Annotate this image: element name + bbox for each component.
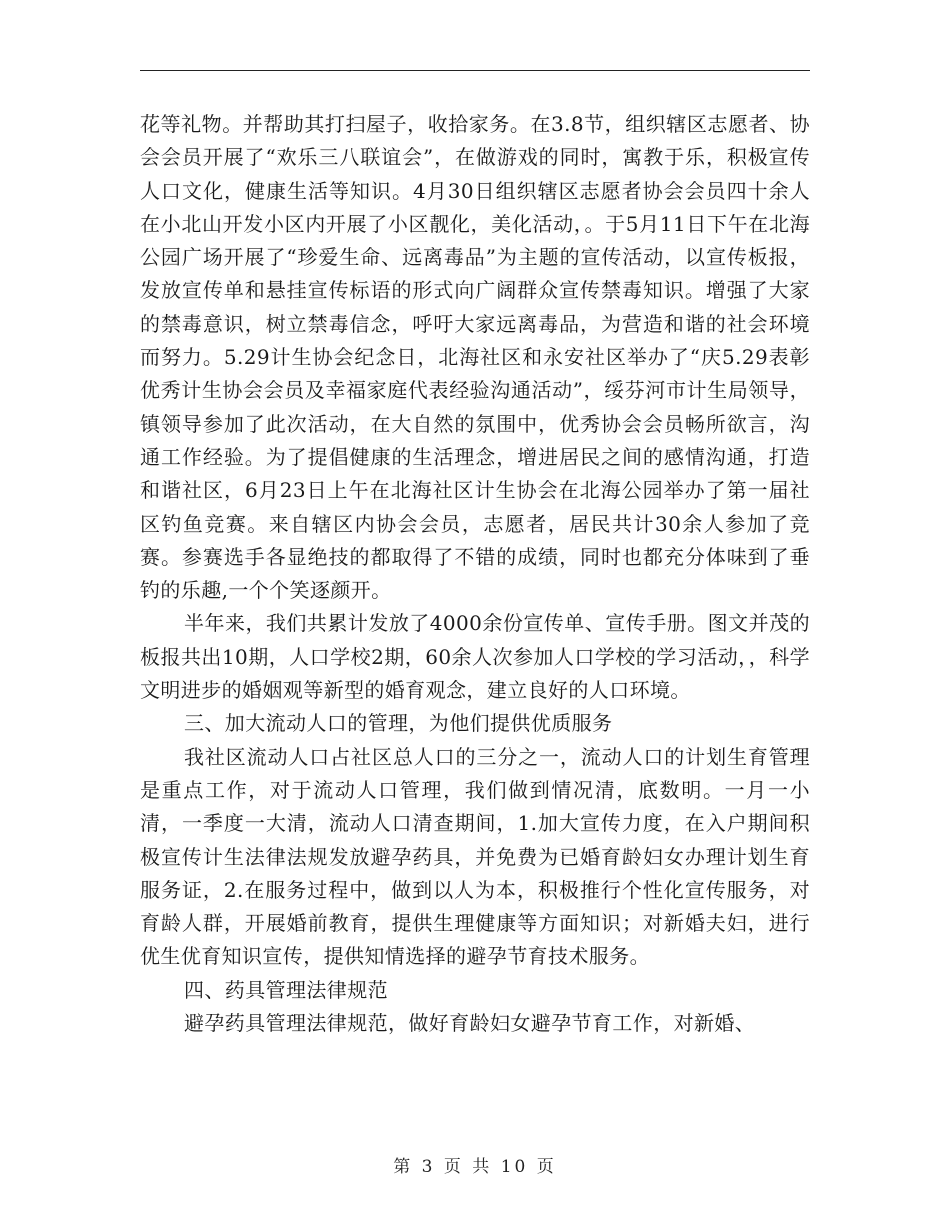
paragraph-contraceptive: 避孕药具管理法律规范，做好育龄妇女避孕节育工作，对新婚、 xyxy=(184,1011,756,1036)
header-rule xyxy=(140,70,810,71)
section-heading-4: 四、药具管理法律规范 xyxy=(184,977,388,1002)
section-heading-3: 三、加大流动人口的管理，为他们提供优质服务 xyxy=(184,711,613,736)
page-number-footer: 第 3 页 共 10 页 xyxy=(393,1157,557,1177)
paragraph-floating-population: 我社区流动人口占社区总人口的三分之一，流动人口的计划生育管理是重点工作，对于流动人口管理，我们做到情况清，底数明。一月一小清，一季度一大清，流动人口清查期间，1.加大宣传力度，在入户期间积极宣传计生法律法规发放避孕药具，并免费为已婚育龄妇女办理计划生育服务证，2.在服务过程中，做到以人为本，积极推行个性化宣传服务，对育龄人群，开展婚前教育，提供生理健康等方面知识；对新婚夫妇，进行优生优育知识宣传，提供知情选择的避孕节育技术服务。 xyxy=(140,744,810,969)
paragraph-continuation: 花等礼物。并帮助其打扫屋子，收拾家务。在3.8节，组织辖区志愿者、协会会员开展了“欢乐三八联谊会”，在做游戏的同时，寓教于乐，积极宣传人口文化，健康生活等知识。4月30日组织辖区志愿者协会会员四十余人在小北山开发小区内开展了小区靓化，美化活动，。于5月11日下午在北海公园广场开展了“珍爱生命、远离毒品”为主题的宣传活动，以宣传板报，发放宣传单和悬挂宣传标语的形式向广阔群众宣传禁毒知识。增强了大家的禁毒意识，树立禁毒信念，呼吁大家远离毒品，为营造和谐的社会环境而努力。5.29计生协会纪念日，北海社区和永安社区举办了“庆5.29表彰优秀计生协会会员及幸福家庭代表经验沟通活动”，绥芬河市计生局领导，镇领导参加了此次活动，在大自然的氛围中，优秀协会会员畅所欲言，沟通工作经验。为了提倡健康的生活理念，增进居民之间的感情沟通，打造和谐社区，6月23日上午在北海社区计生协会在北海公园举办了第一届社区钓鱼竞赛。来自辖区内协会会员，志愿者，居民共计30余人参加了竞赛。参赛选手各显绝技的都取得了不错的成绩，同时也都充分体味到了垂钓的乐趣,一个个笑逐颜开。 xyxy=(140,112,810,603)
document-body xyxy=(140,108,810,1040)
paragraph-summary: 半年来，我们共累计发放了4000余份宣传单、宣传手册。图文并茂的板报共出10期，人口学校2期，60余人次参加人口学校的学习活动，，科学文明进步的婚姻观等新型的婚育观念，建立良好的人口环境。 xyxy=(140,611,810,703)
